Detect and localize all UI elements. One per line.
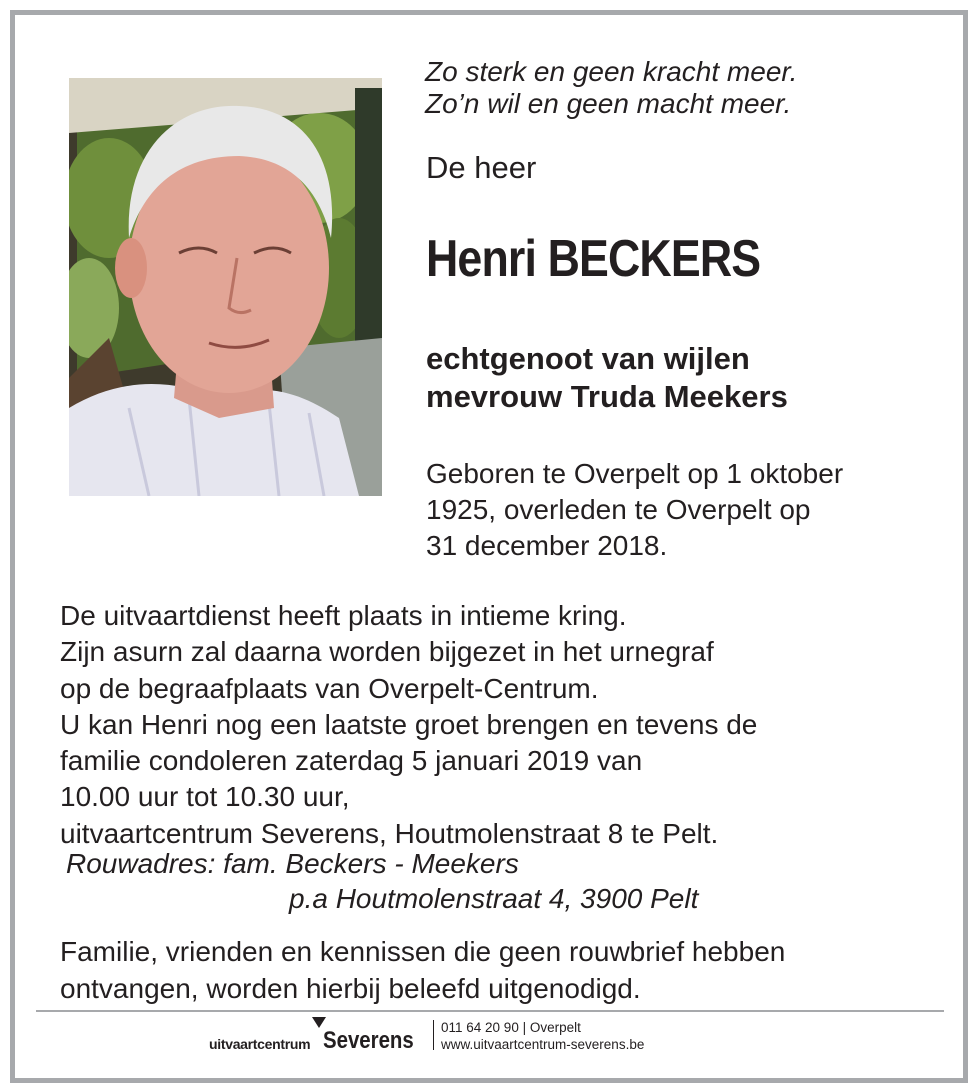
footer-divider: [36, 1010, 944, 1012]
funeral-details: [60, 598, 757, 852]
spouse-info: [426, 340, 788, 416]
body-line: op de begraafplaats van Overpelt-Centrum.: [60, 672, 599, 704]
dates-line-2: 1925, overleden te Overpelt op: [426, 494, 811, 525]
birth-death-dates: [426, 456, 843, 564]
body-line: De uitvaartdienst heeft plaats in intieme kring.: [60, 600, 627, 631]
dates-line-1: Geboren te Overpelt op 1 oktober: [426, 458, 844, 489]
closing-line-1: Familie, vrienden en kennissen die geen rouwbrief hebben: [60, 936, 786, 967]
body-line: U kan Henri nog een laatste groet brengen en tevens de: [60, 708, 758, 740]
deceased-name: Henri BECKERS: [426, 230, 761, 288]
funeral-home-logo: [209, 1018, 434, 1058]
brand-small-text: uitvaartcentrum: [209, 1036, 311, 1052]
quote: [425, 56, 797, 120]
body-line: uitvaartcentrum Severens, Houtmolenstraat 8 te Pelt.: [60, 817, 719, 849]
footer-website: www.uitvaartcentrum-severens.be: [441, 1037, 645, 1052]
mourning-address-line-2: p.a Houtmolenstraat 4, 3900 Pelt: [289, 883, 699, 914]
dates-line-3: 31 december 2018.: [426, 530, 668, 561]
brand-name: Severens: [323, 1027, 414, 1054]
footer-separator: [433, 1020, 434, 1050]
honorific: De heer: [426, 150, 537, 185]
quote-line-2: Zo’n wil en geen macht meer.: [425, 88, 792, 119]
spouse-line-1: echtgenoot van wijlen: [426, 341, 750, 376]
mourning-address-line-1: Rouwadres: fam. Beckers - Meekers: [66, 848, 519, 879]
closing-note: [60, 934, 785, 1007]
body-line: Zijn asurn zal daarna worden bijgezet in het urnegraf: [60, 636, 714, 668]
footer-phone-location: 011 64 20 90 | Overpelt: [441, 1020, 581, 1035]
body-line: 10.00 uur tot 10.30 uur,: [60, 781, 350, 813]
body-line: familie condoleren zaterdag 5 januari 2019 van: [60, 745, 643, 777]
footer-contact: [441, 1019, 644, 1053]
closing-line-2: ontvangen, worden hierbij beleefd uitgenodigd.: [60, 972, 641, 1004]
quote-line-1: Zo sterk en geen kracht meer.: [425, 56, 798, 87]
portrait-photo: [69, 78, 382, 496]
spouse-line-2: mevrouw Truda Meekers: [426, 379, 788, 414]
